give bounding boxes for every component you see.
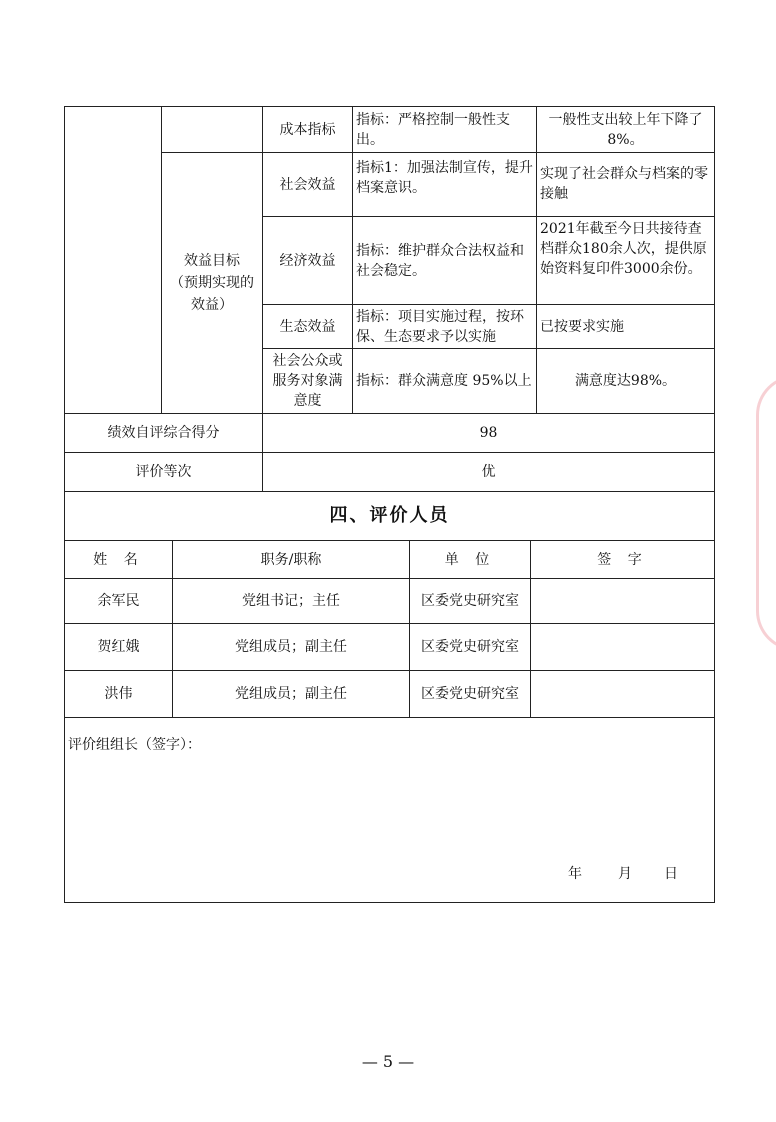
result-satisfaction: 满意度达98%。 — [574, 373, 677, 389]
sub-indicator-cost: 成本指标 — [279, 121, 336, 138]
benefit-label-line-2: （预期实现的 — [170, 275, 254, 291]
header-signature: 签 字 — [597, 551, 648, 568]
result-cost: 一般性支出较上年下降了8%。 — [548, 111, 703, 148]
rule — [64, 902, 715, 903]
indicator-ecological: 指标：项目实施过程，按环保、生态要求予以实施 — [356, 308, 524, 345]
result-economic: 2021年截至今日共接待查档群众180余人次，提供原始资料复印件3000余份。 — [540, 221, 707, 277]
rule — [64, 491, 715, 492]
rule — [714, 106, 715, 541]
benefit-category-label — [162, 153, 262, 413]
indicator-satisfaction: 指标：群众满意度 95%以上 — [356, 373, 532, 389]
leader-signature-label: 评价组组长（签字）： — [68, 737, 201, 753]
header-name: 姓 名 — [93, 551, 144, 568]
person-unit: 区委党史研究室 — [421, 593, 519, 609]
person-unit: 区委党史研究室 — [421, 686, 519, 702]
date-month: 月 — [618, 866, 632, 882]
page-number: — 5 — — [361, 1052, 415, 1071]
grade-value: 优 — [481, 464, 496, 480]
person-signature[interactable] — [531, 579, 714, 623]
indicator-cost: 指标：严格控制一般性支出。 — [356, 111, 510, 148]
rule — [714, 540, 715, 903]
date-year: 年 — [568, 866, 582, 882]
indicator-social: 指标1：加强法制宣传，提升档案意识。 — [356, 160, 533, 196]
person-name: 洪伟 — [104, 686, 133, 702]
indicator-economic: 指标：维护群众合法权益和社会稳定。 — [356, 242, 524, 279]
benefit-label-line-1: 效益目标 — [184, 253, 240, 269]
header-position: 职务/职称 — [260, 551, 322, 568]
date-line — [560, 862, 700, 886]
score-label: 绩效自评综合得分 — [107, 425, 220, 441]
leader-signature-area[interactable] — [240, 760, 710, 860]
red-seal-fragment — [756, 375, 776, 651]
sub-indicator-economic: 经济效益 — [279, 252, 336, 269]
section-title: 四、评价人员 — [329, 505, 450, 526]
person-unit: 区委党史研究室 — [421, 639, 519, 655]
person-position: 党组成员；副主任 — [235, 686, 347, 702]
person-name: 贺红娥 — [97, 639, 140, 655]
grade-label: 评价等次 — [135, 464, 192, 480]
person-signature[interactable] — [531, 624, 714, 670]
person-position: 党组成员；副主任 — [235, 639, 347, 655]
person-signature[interactable] — [531, 671, 714, 717]
result-ecological: 已按要求实施 — [540, 318, 624, 335]
score-value: 98 — [479, 425, 498, 441]
sub-indicator-ecological: 生态效益 — [279, 318, 336, 335]
rule — [64, 717, 715, 718]
sub-indicator-social: 社会效益 — [279, 176, 336, 193]
header-unit: 单 位 — [444, 551, 496, 568]
result-social: 实现了社会群众与档案的零接触 — [540, 166, 708, 202]
person-name: 余军民 — [97, 593, 140, 609]
date-day: 日 — [664, 866, 678, 882]
sub-indicator-satisfaction: 社会公众或服务对象满意度 — [272, 353, 343, 409]
person-position: 党组书记；主任 — [242, 593, 340, 609]
benefit-label-line-3: 效益） — [191, 297, 233, 313]
